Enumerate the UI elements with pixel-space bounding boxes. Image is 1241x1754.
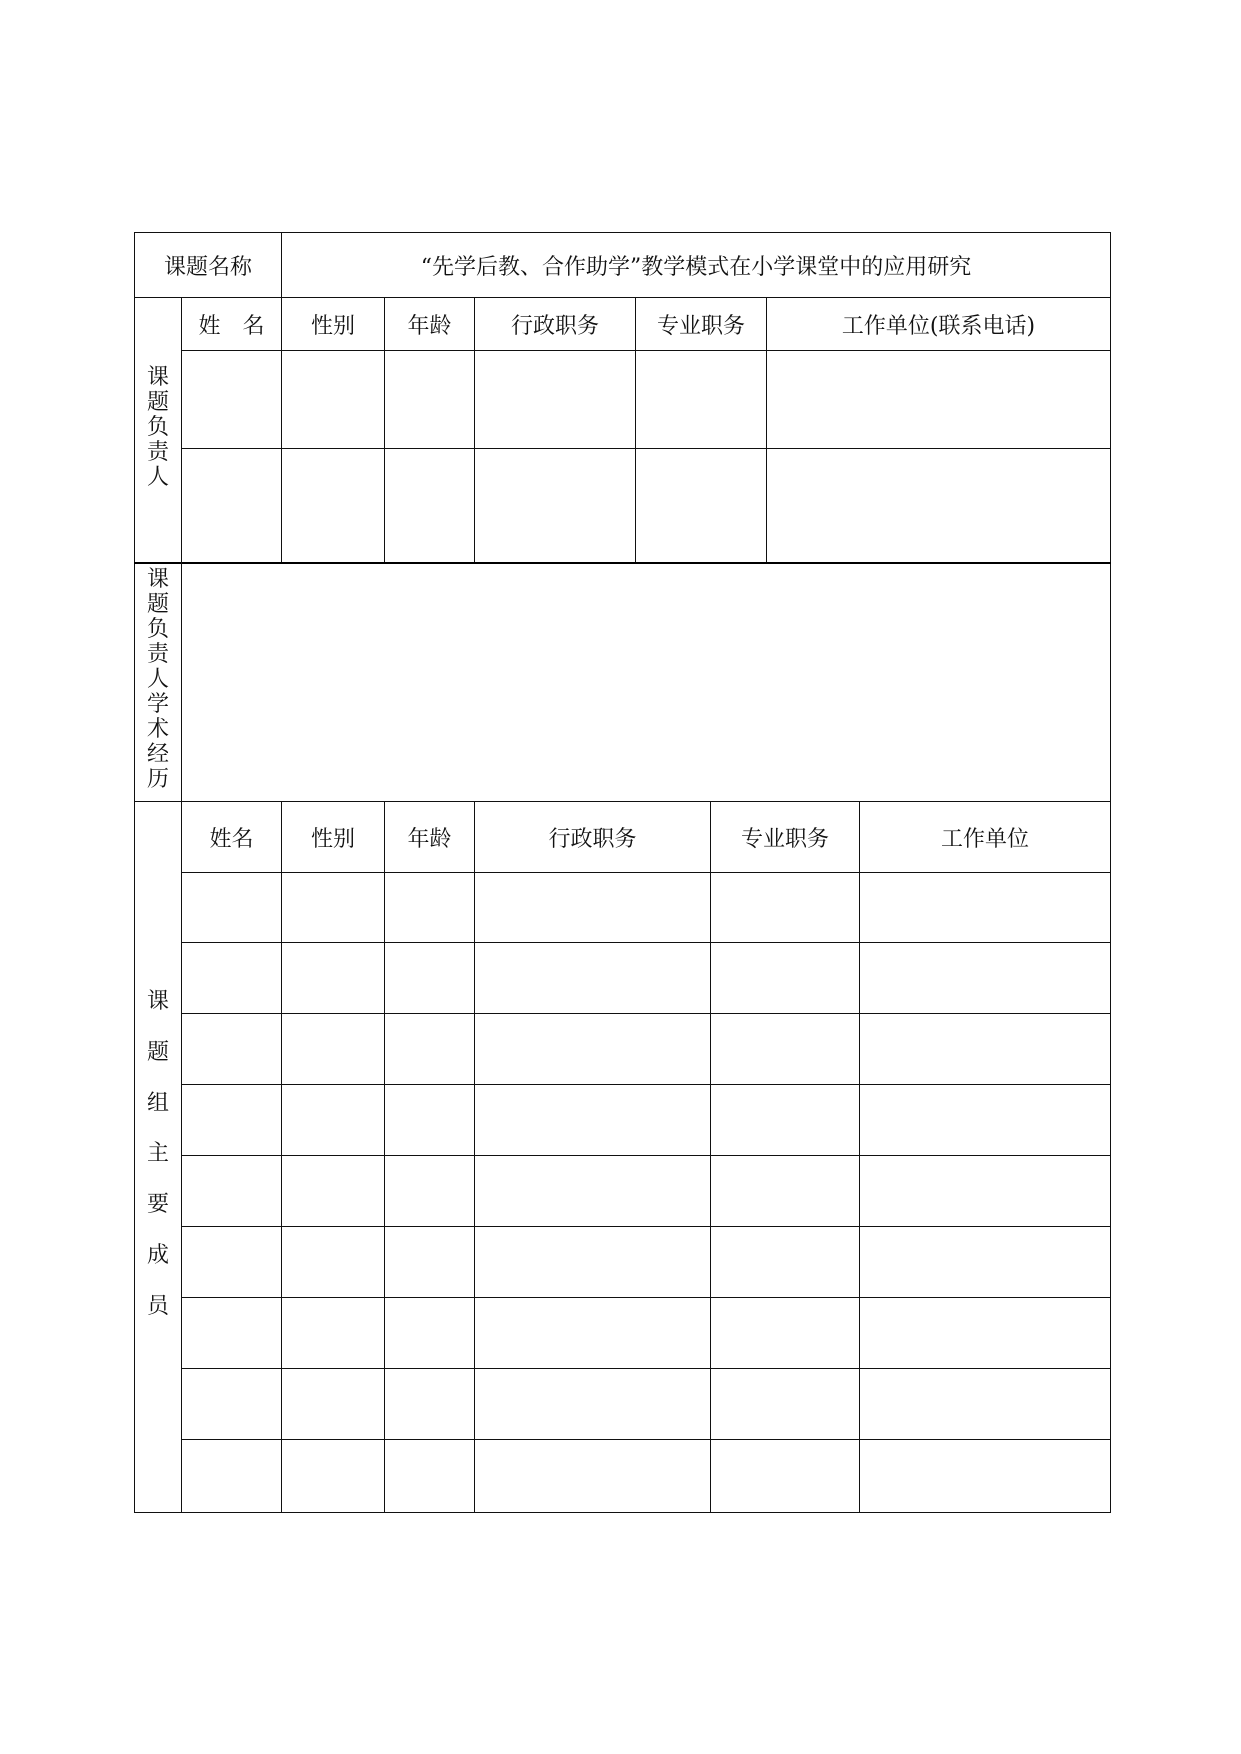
members-side-char: 员 bbox=[146, 1293, 169, 1319]
leader-header-admin-post: 行政职务 bbox=[510, 313, 599, 339]
leader-header-age: 年龄 bbox=[407, 313, 452, 339]
members-side-char: 主 bbox=[146, 1141, 169, 1167]
member-row[interactable] bbox=[182, 1298, 1110, 1368]
member-header-professional-post: 专业职务 bbox=[740, 826, 829, 852]
leader-row-1[interactable] bbox=[182, 351, 1110, 448]
member-header-name: 姓名 bbox=[209, 826, 254, 852]
members-side-char: 成 bbox=[146, 1243, 169, 1269]
project-name-label: 课题名称 bbox=[163, 254, 252, 280]
member-row[interactable] bbox=[182, 1440, 1110, 1512]
member-row[interactable] bbox=[182, 1156, 1110, 1226]
academic-side-char: 经 bbox=[146, 742, 169, 767]
leader-side-label bbox=[135, 365, 181, 490]
leader-row-2[interactable] bbox=[182, 449, 1110, 562]
member-row[interactable] bbox=[182, 1085, 1110, 1155]
members-side-char: 课 bbox=[146, 989, 169, 1014]
academic-side-label bbox=[135, 567, 181, 792]
academic-side-char: 题 bbox=[146, 592, 169, 617]
member-row[interactable] bbox=[182, 1227, 1110, 1297]
leader-side-char: 题 bbox=[146, 390, 169, 415]
member-row[interactable] bbox=[182, 1369, 1110, 1439]
academic-side-char: 学 bbox=[146, 692, 169, 717]
leader-header-workplace-phone: 工作单位(联系电话) bbox=[841, 313, 1036, 339]
leader-side-char: 负 bbox=[146, 415, 169, 440]
leader-header-professional-post: 专业职务 bbox=[656, 313, 745, 339]
members-side-label bbox=[135, 989, 181, 1319]
member-header-admin-post: 行政职务 bbox=[548, 826, 637, 852]
academic-side-char: 历 bbox=[146, 767, 169, 792]
member-header-gender: 性别 bbox=[310, 826, 355, 852]
members-side-char: 题 bbox=[146, 1039, 169, 1065]
academic-side-char: 课 bbox=[146, 567, 169, 592]
academic-side-char: 负 bbox=[146, 617, 169, 642]
member-row[interactable] bbox=[182, 943, 1110, 1013]
members-side-char: 组 bbox=[146, 1090, 169, 1116]
members-side-char: 要 bbox=[146, 1192, 169, 1218]
member-row[interactable] bbox=[182, 1014, 1110, 1084]
member-header-age: 年龄 bbox=[407, 826, 452, 852]
leader-header-name: 姓 名 bbox=[198, 313, 265, 339]
leader-header-gender: 性别 bbox=[310, 313, 355, 339]
member-header-workplace: 工作单位 bbox=[940, 826, 1029, 852]
academic-side-char: 人 bbox=[146, 667, 169, 692]
leader-side-char: 人 bbox=[146, 465, 169, 490]
member-row[interactable] bbox=[182, 873, 1110, 942]
leader-side-char: 责 bbox=[146, 440, 169, 465]
academic-side-char: 术 bbox=[146, 717, 169, 742]
leader-side-char: 课 bbox=[146, 365, 169, 390]
project-title: “先学后教、合作助学”教学模式在小学课堂中的应用研究 bbox=[420, 254, 972, 280]
academic-side-char: 责 bbox=[146, 642, 169, 667]
academic-background-field[interactable] bbox=[182, 564, 1110, 801]
